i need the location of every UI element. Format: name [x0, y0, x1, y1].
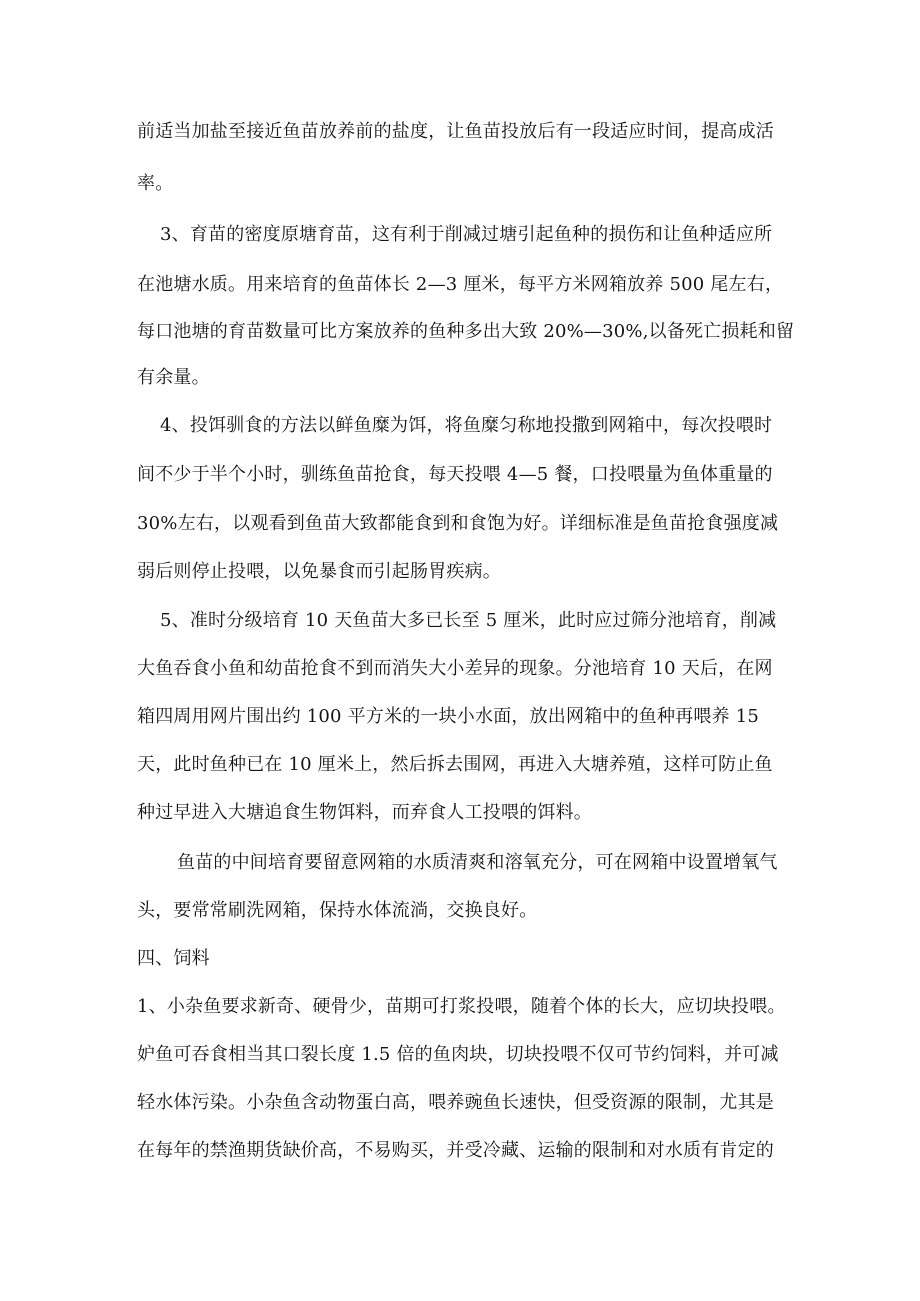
- paragraph-line: 大鱼吞食小鱼和幼苗抢食不到而消失大小差异的现象。分池培育 10 天后，在网: [137, 658, 773, 679]
- paragraph-line: 弱后则停止投喂，以免暴食而引起肠胃疾病。: [137, 561, 501, 582]
- paragraph-line: 5、准时分级培育 10 天鱼苗大多已长至 5 厘米，此时应过筛分池培育，削减: [160, 610, 777, 631]
- paragraph-line: 间不少于半个小时，驯练鱼苗抢食，每天投喂 4—5 餐，口投喂量为鱼体重量的: [137, 464, 773, 485]
- paragraph-line: 4、投饵驯食的方法以鲜鱼糜为饵，将鱼糜匀称地投撒到网箱中，每次投喂时: [160, 415, 773, 436]
- section-heading: 四、饲料: [137, 948, 210, 969]
- paragraph-line: 每口池塘的育苗数量可比方案放养的鱼种多出大致 20%—30%,以备死亡损耗和留: [137, 321, 795, 342]
- paragraph-line: 鱼苗的中间培育要留意网箱的水质清爽和溶氧充分，可在网箱中设置增氧气: [177, 852, 778, 873]
- paragraph-line: 3、育苗的密度原塘育苗，这有利于削减过塘引起鱼种的损伤和让鱼种适应所: [160, 224, 773, 245]
- paragraph-line: 30%左右，以观看到鱼苗大致都能食到和食饱为好。详细标准是鱼苗抢食强度减: [137, 513, 779, 534]
- paragraph-line: 妒鱼可吞食相当其口裂长度 1.5 倍的鱼肉块，切块投喂不仅可节约饲料，并可减: [137, 1044, 779, 1065]
- paragraph-line: 头，要常常刷洗网箱，保持水体流淌，交换良好。: [137, 900, 538, 921]
- paragraph-line: 种过早进入大塘追食生物饵料，而弃食人工投喂的饵料。: [137, 802, 592, 823]
- paragraph-line: 1、小杂鱼要求新奇、硬骨少，苗期可打浆投喂，随着个体的长大，应切块投喂。: [137, 996, 786, 1017]
- paragraph-line: 在池塘水质。用来培育的鱼苗体长 2—3 厘米，每平方米网箱放养 500 尾左右，: [137, 274, 784, 295]
- paragraph-line: 箱四周用网片围出约 100 平方米的一块小水面，放出网箱中的鱼种再喂养 15: [137, 706, 760, 727]
- paragraph-line: 率。: [137, 173, 174, 194]
- paragraph-line: 天，此时鱼种已在 10 厘米上，然后拆去围网，再进入大塘养殖，这样可防止鱼: [137, 754, 773, 775]
- paragraph-line: 轻水体污染。小杂鱼含动物蛋白高，喂养豌鱼长速快，但受资源的限制，尤其是: [137, 1092, 774, 1113]
- paragraph-line: 在每年的禁渔期货缺价高，不易购买，并受冷藏、运输的限制和对水质有肯定的: [137, 1140, 774, 1161]
- paragraph-line: 前适当加盐至接近鱼苗放养前的盐度，让鱼苗投放后有一段适应时间，提高成活: [137, 121, 774, 142]
- paragraph-line: 有余量。: [137, 367, 210, 388]
